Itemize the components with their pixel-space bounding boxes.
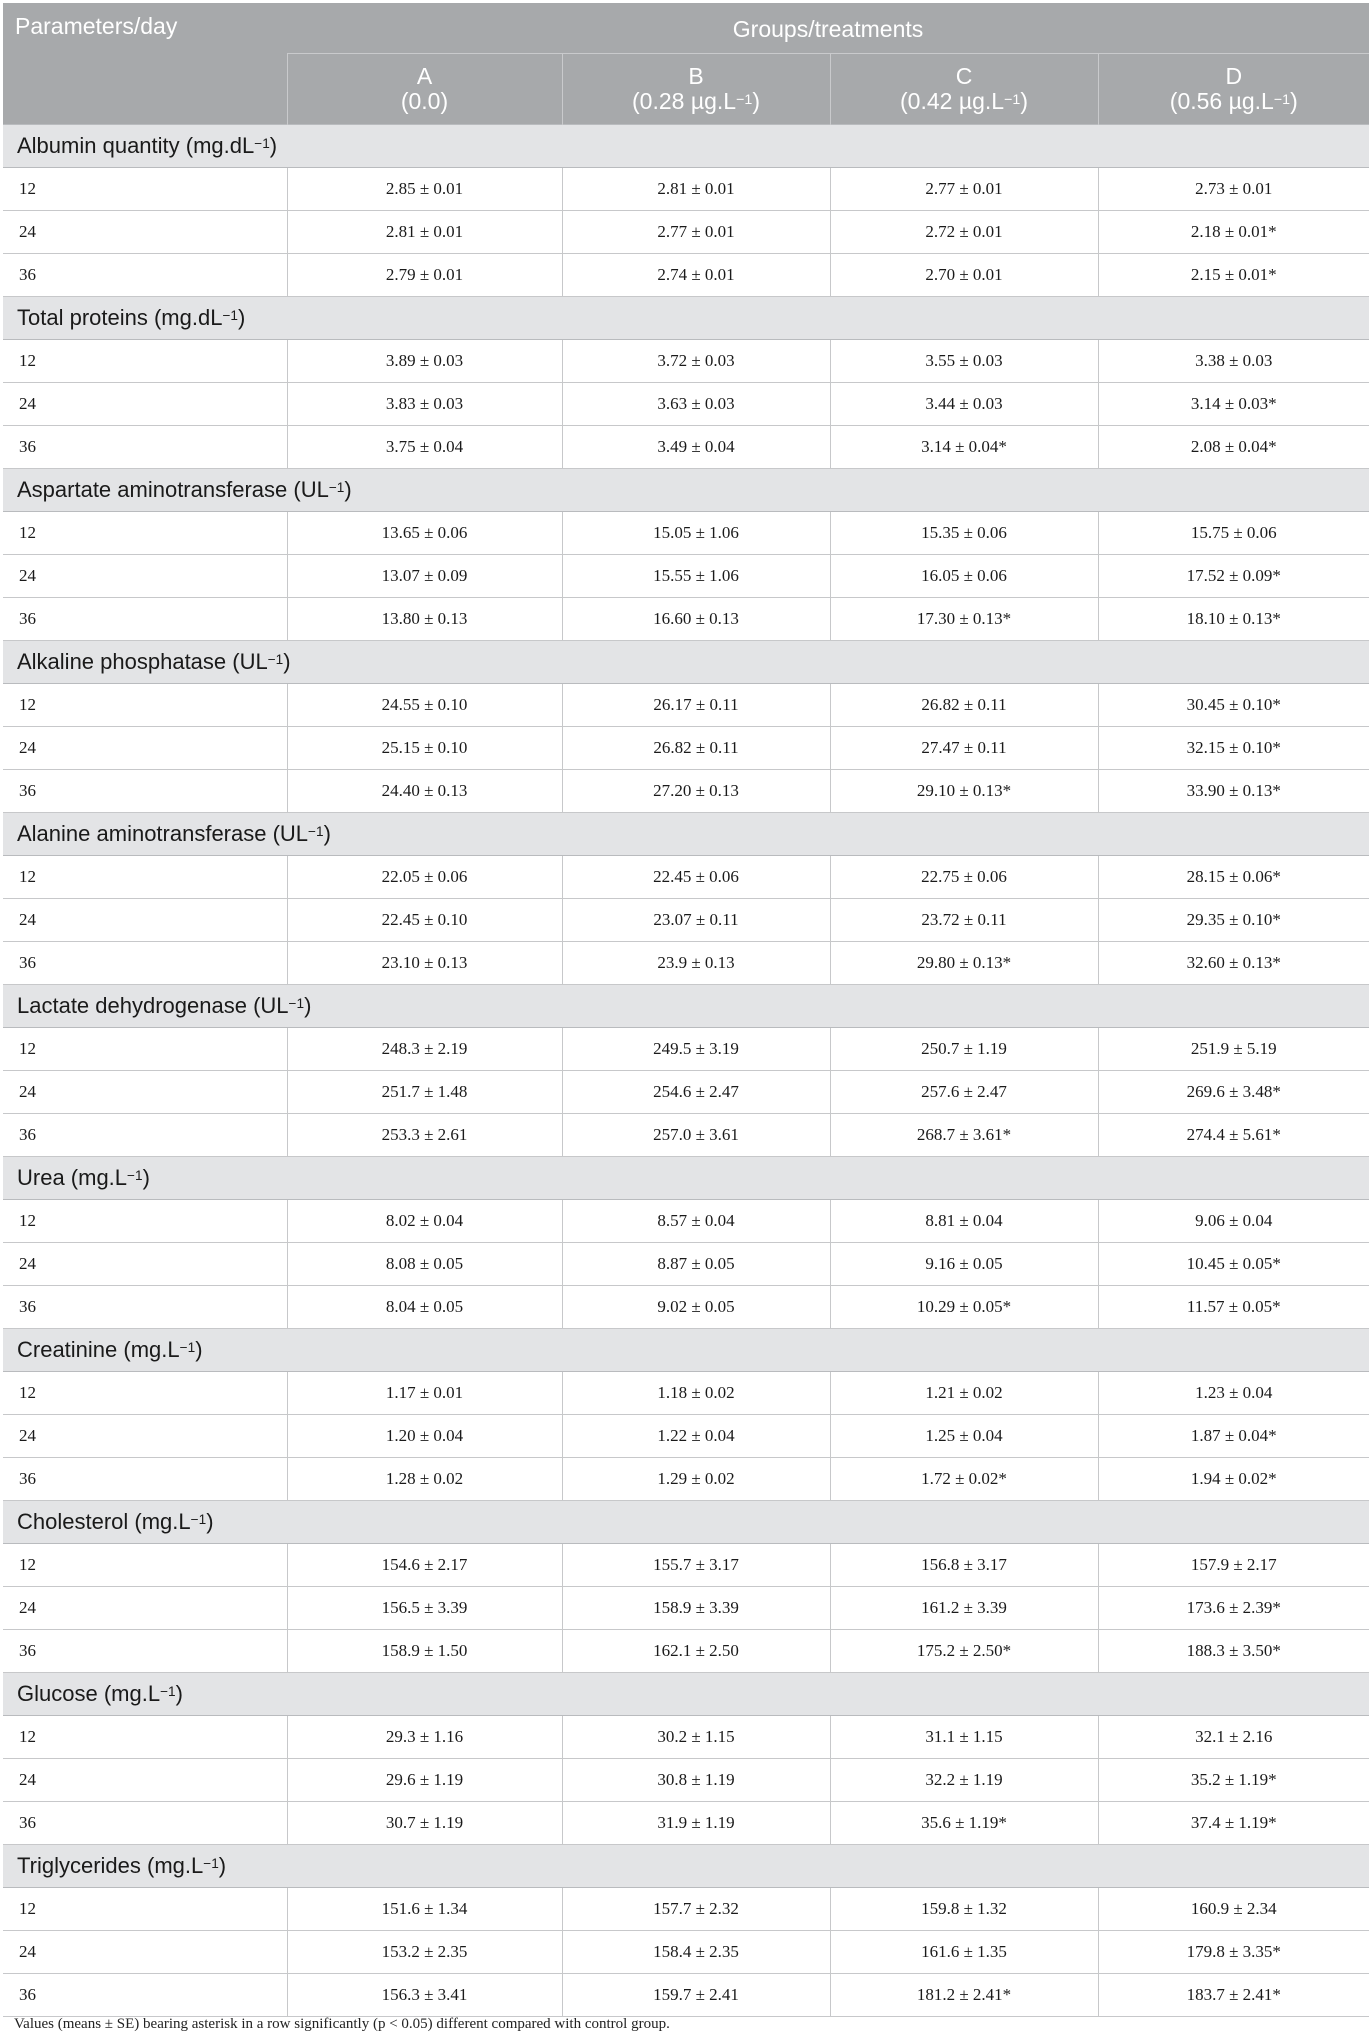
section-row [3, 813, 1369, 856]
value-cell: 24.40 ± 0.13 [287, 770, 562, 813]
group-dose-text: (0.0) [400, 88, 449, 114]
value-cell: 188.3 ± 3.50* [1098, 1630, 1369, 1673]
section-title-close: ) [323, 821, 331, 846]
value-cell: 2.70 ± 0.01 [830, 254, 1098, 297]
value-cell: 8.81 ± 0.04 [830, 1200, 1098, 1243]
table-row [3, 1802, 1369, 1845]
group-header-d [1098, 54, 1369, 125]
day-cell: 36 [3, 1802, 287, 1845]
value-cell: 157.7 ± 2.32 [562, 1888, 830, 1931]
value-cell: 22.45 ± 0.10 [287, 899, 562, 942]
value-cell: 30.8 ± 1.19 [562, 1759, 830, 1802]
day-cell: 24 [3, 727, 287, 770]
day-cell: 24 [3, 1415, 287, 1458]
value-cell: 251.7 ± 1.48 [287, 1071, 562, 1114]
table-row [3, 1587, 1369, 1630]
table-row [3, 512, 1369, 555]
value-cell: 32.2 ± 1.19 [830, 1759, 1098, 1802]
day-cell: 24 [3, 1759, 287, 1802]
value-cell: 3.44 ± 0.03 [830, 383, 1098, 426]
value-cell: 15.75 ± 0.06 [1098, 512, 1369, 555]
section-title [3, 1329, 1369, 1372]
value-cell: 30.2 ± 1.15 [562, 1716, 830, 1759]
table-footnote: Values (means ± SE) bearing asterisk in a row significantly (p < 0.05) different compared with control group. [14, 2016, 670, 2032]
value-cell: 162.1 ± 2.50 [562, 1630, 830, 1673]
value-cell: 15.55 ± 1.06 [562, 555, 830, 598]
value-cell: 158.9 ± 3.39 [562, 1587, 830, 1630]
value-cell: 32.60 ± 0.13* [1098, 942, 1369, 985]
section-title-text: Alanine aminotransferase (UL [17, 821, 309, 846]
section-title-close: ) [344, 477, 352, 502]
table-row [3, 168, 1369, 211]
day-cell: 24 [3, 383, 287, 426]
value-cell: 161.6 ± 1.35 [830, 1931, 1098, 1974]
day-cell: 12 [3, 168, 287, 211]
section-title-close: ) [175, 1681, 183, 1706]
group-header-c [830, 54, 1098, 125]
section-title [3, 469, 1369, 512]
value-cell: 159.8 ± 1.32 [830, 1888, 1098, 1931]
value-cell: 2.81 ± 0.01 [562, 168, 830, 211]
value-cell: 3.63 ± 0.03 [562, 383, 830, 426]
value-cell: 31.9 ± 1.19 [562, 1802, 830, 1845]
day-cell: 12 [3, 1200, 287, 1243]
day-cell: 12 [3, 1888, 287, 1931]
value-cell: 2.15 ± 0.01* [1098, 254, 1369, 297]
table-row [3, 1243, 1369, 1286]
section-title-close: ) [304, 993, 312, 1018]
parameters-day-header: Parameters/day [3, 3, 287, 125]
value-cell: 32.15 ± 0.10* [1098, 727, 1369, 770]
value-cell: 25.15 ± 0.10 [287, 727, 562, 770]
group-header-a [287, 54, 562, 125]
section-title-close: ) [283, 649, 291, 674]
value-cell: 156.5 ± 3.39 [287, 1587, 562, 1630]
day-cell: 36 [3, 1458, 287, 1501]
value-cell: 2.72 ± 0.01 [830, 211, 1098, 254]
day-cell: 36 [3, 598, 287, 641]
day-cell: 24 [3, 211, 287, 254]
value-cell: 9.06 ± 0.04 [1098, 1200, 1369, 1243]
group-dose-close: ) [752, 88, 760, 114]
value-cell: 3.72 ± 0.03 [562, 340, 830, 383]
section-title [3, 641, 1369, 684]
value-cell: 3.38 ± 0.03 [1098, 340, 1369, 383]
value-cell: 17.52 ± 0.09* [1098, 555, 1369, 598]
value-cell: 1.22 ± 0.04 [562, 1415, 830, 1458]
value-cell: 1.28 ± 0.02 [287, 1458, 562, 1501]
value-cell: 173.6 ± 2.39* [1098, 1587, 1369, 1630]
section-title-close: ) [195, 1337, 203, 1362]
table-row [3, 942, 1369, 985]
value-cell: 10.29 ± 0.05* [830, 1286, 1098, 1329]
section-row [3, 125, 1369, 168]
section-row [3, 469, 1369, 512]
value-cell: 157.9 ± 2.17 [1098, 1544, 1369, 1587]
section-title-text: Total proteins (mg.dL [17, 305, 223, 330]
value-cell: 23.10 ± 0.13 [287, 942, 562, 985]
value-cell: 156.3 ± 3.41 [287, 1974, 562, 2017]
table-row [3, 1114, 1369, 1157]
value-cell: 23.72 ± 0.11 [830, 899, 1098, 942]
section-title-close: ) [142, 1165, 150, 1190]
group-dose-text: (0.42 µg.L [900, 88, 1005, 114]
day-cell: 36 [3, 254, 287, 297]
section-title-close: ) [237, 305, 246, 330]
value-cell: 151.6 ± 1.34 [287, 1888, 562, 1931]
day-cell: 12 [3, 1372, 287, 1415]
table-row [3, 1200, 1369, 1243]
group-letter: C [955, 63, 973, 89]
group-dose [564, 89, 829, 114]
value-cell: 32.1 ± 2.16 [1098, 1716, 1369, 1759]
value-cell: 22.75 ± 0.06 [830, 856, 1098, 899]
group-dose-exponent: −1 [736, 92, 753, 109]
day-cell: 12 [3, 1544, 287, 1587]
group-dose-text: (0.56 µg.L [1169, 88, 1274, 114]
value-cell: 8.57 ± 0.04 [562, 1200, 830, 1243]
value-cell: 29.35 ± 0.10* [1098, 899, 1369, 942]
value-cell: 156.8 ± 3.17 [830, 1544, 1098, 1587]
value-cell: 26.82 ± 0.11 [830, 684, 1098, 727]
section-unit-exponent: −1 [190, 1512, 207, 1528]
value-cell: 1.23 ± 0.04 [1098, 1372, 1369, 1415]
section-row [3, 1329, 1369, 1372]
value-cell: 8.04 ± 0.05 [287, 1286, 562, 1329]
group-dose [289, 89, 561, 114]
value-cell: 2.81 ± 0.01 [287, 211, 562, 254]
value-cell: 268.7 ± 3.61* [830, 1114, 1098, 1157]
day-cell: 12 [3, 856, 287, 899]
group-dose-exponent: −1 [1004, 92, 1021, 109]
value-cell: 15.05 ± 1.06 [562, 512, 830, 555]
table-row [3, 555, 1369, 598]
value-cell: 3.55 ± 0.03 [830, 340, 1098, 383]
table-row [3, 1544, 1369, 1587]
day-cell: 12 [3, 1716, 287, 1759]
value-cell: 31.1 ± 1.15 [830, 1716, 1098, 1759]
value-cell: 181.2 ± 2.41* [830, 1974, 1098, 2017]
section-unit-exponent: −1 [328, 480, 345, 496]
section-title [3, 297, 1369, 340]
section-title [3, 1501, 1369, 1544]
day-cell: 36 [3, 1114, 287, 1157]
table-row [3, 1028, 1369, 1071]
day-cell: 36 [3, 1286, 287, 1329]
day-cell: 12 [3, 1028, 287, 1071]
value-cell: 159.7 ± 2.41 [562, 1974, 830, 2017]
value-cell: 27.47 ± 0.11 [830, 727, 1098, 770]
value-cell: 2.18 ± 0.01* [1098, 211, 1369, 254]
section-title-text: Urea (mg.L [17, 1165, 128, 1190]
value-cell: 257.0 ± 3.61 [562, 1114, 830, 1157]
section-title-text: Triglycerides (mg.L [17, 1853, 204, 1878]
section-title-text: Creatinine (mg.L [17, 1337, 180, 1362]
value-cell: 18.10 ± 0.13* [1098, 598, 1369, 641]
section-unit-exponent: −1 [308, 824, 324, 840]
section-unit-exponent: −1 [127, 1168, 143, 1184]
table-row [3, 770, 1369, 813]
table-row [3, 211, 1369, 254]
day-cell: 36 [3, 1630, 287, 1673]
table-row [3, 1286, 1369, 1329]
value-cell: 1.18 ± 0.02 [562, 1372, 830, 1415]
value-cell: 153.2 ± 2.35 [287, 1931, 562, 1974]
table-row [3, 383, 1369, 426]
value-cell: 269.6 ± 3.48* [1098, 1071, 1369, 1114]
value-cell: 29.80 ± 0.13* [830, 942, 1098, 985]
table-row [3, 1630, 1369, 1673]
section-row [3, 1673, 1369, 1716]
value-cell: 37.4 ± 1.19* [1098, 1802, 1369, 1845]
value-cell: 161.2 ± 3.39 [830, 1587, 1098, 1630]
section-title-text: Glucose (mg.L [17, 1681, 161, 1706]
value-cell: 3.83 ± 0.03 [287, 383, 562, 426]
value-cell: 35.2 ± 1.19* [1098, 1759, 1369, 1802]
table-row [3, 1759, 1369, 1802]
section-unit-exponent: −1 [288, 996, 305, 1012]
section-title-text: Lactate dehydrogenase (UL [17, 993, 289, 1018]
value-cell: 13.80 ± 0.13 [287, 598, 562, 641]
table-row [3, 1071, 1369, 1114]
section-title [3, 1845, 1369, 1888]
group-dose-text: (0.28 µg.L [632, 88, 737, 114]
section-row [3, 641, 1369, 684]
table-container [3, 3, 1369, 2017]
section-row [3, 1845, 1369, 1888]
value-cell: 11.57 ± 0.05* [1098, 1286, 1369, 1329]
day-cell: 24 [3, 1243, 287, 1286]
table-row [3, 1458, 1369, 1501]
value-cell: 3.14 ± 0.04* [830, 426, 1098, 469]
value-cell: 26.17 ± 0.11 [562, 684, 830, 727]
value-cell: 251.9 ± 5.19 [1098, 1028, 1369, 1071]
table-row [3, 254, 1369, 297]
group-dose [832, 89, 1097, 114]
day-cell: 12 [3, 340, 287, 383]
table-row [3, 340, 1369, 383]
table-row [3, 899, 1369, 942]
value-cell: 158.4 ± 2.35 [562, 1931, 830, 1974]
value-cell: 8.02 ± 0.04 [287, 1200, 562, 1243]
value-cell: 1.17 ± 0.01 [287, 1372, 562, 1415]
value-cell: 1.29 ± 0.02 [562, 1458, 830, 1501]
value-cell: 248.3 ± 2.19 [287, 1028, 562, 1071]
day-cell: 24 [3, 1071, 287, 1114]
value-cell: 2.77 ± 0.01 [830, 168, 1098, 211]
section-unit-exponent: −1 [179, 1340, 196, 1356]
value-cell: 154.6 ± 2.17 [287, 1544, 562, 1587]
value-cell: 3.14 ± 0.03* [1098, 383, 1369, 426]
value-cell: 253.3 ± 2.61 [287, 1114, 562, 1157]
value-cell: 15.35 ± 0.06 [830, 512, 1098, 555]
day-cell: 12 [3, 684, 287, 727]
value-cell: 8.87 ± 0.05 [562, 1243, 830, 1286]
section-title-text: Albumin quantity (mg.dL [17, 133, 255, 158]
value-cell: 2.74 ± 0.01 [562, 254, 830, 297]
value-cell: 183.7 ± 2.41* [1098, 1974, 1369, 2017]
value-cell: 29.10 ± 0.13* [830, 770, 1098, 813]
value-cell: 24.55 ± 0.10 [287, 684, 562, 727]
group-letter: B [688, 63, 704, 89]
day-cell: 24 [3, 1587, 287, 1630]
section-unit-exponent: −1 [222, 308, 238, 324]
table-row [3, 1931, 1369, 1974]
table-header [3, 3, 1369, 125]
value-cell: 29.3 ± 1.16 [287, 1716, 562, 1759]
value-cell: 2.85 ± 0.01 [287, 168, 562, 211]
groups-treatments-header: Groups/treatments [287, 3, 1369, 54]
value-cell: 175.2 ± 2.50* [830, 1630, 1098, 1673]
value-cell: 250.7 ± 1.19 [830, 1028, 1098, 1071]
section-title-text: Cholesterol (mg.L [17, 1509, 191, 1534]
group-dose [1100, 89, 1369, 114]
value-cell: 1.20 ± 0.04 [287, 1415, 562, 1458]
table-body [3, 125, 1369, 2017]
day-cell: 24 [3, 555, 287, 598]
section-title-close: ) [206, 1509, 214, 1534]
table-row [3, 856, 1369, 899]
table-row [3, 598, 1369, 641]
table-row [3, 1974, 1369, 2017]
value-cell: 2.77 ± 0.01 [562, 211, 830, 254]
value-cell: 10.45 ± 0.05* [1098, 1243, 1369, 1286]
value-cell: 8.08 ± 0.05 [287, 1243, 562, 1286]
day-cell: 36 [3, 770, 287, 813]
value-cell: 30.45 ± 0.10* [1098, 684, 1369, 727]
value-cell: 274.4 ± 5.61* [1098, 1114, 1369, 1157]
table-row [3, 1716, 1369, 1759]
section-title [3, 1673, 1369, 1716]
value-cell: 27.20 ± 0.13 [562, 770, 830, 813]
value-cell: 2.79 ± 0.01 [287, 254, 562, 297]
value-cell: 17.30 ± 0.13* [830, 598, 1098, 641]
value-cell: 16.05 ± 0.06 [830, 555, 1098, 598]
value-cell: 257.6 ± 2.47 [830, 1071, 1098, 1114]
value-cell: 254.6 ± 2.47 [562, 1071, 830, 1114]
data-table [3, 3, 1369, 2017]
value-cell: 179.8 ± 3.35* [1098, 1931, 1369, 1974]
value-cell: 155.7 ± 3.17 [562, 1544, 830, 1587]
value-cell: 29.6 ± 1.19 [287, 1759, 562, 1802]
value-cell: 158.9 ± 1.50 [287, 1630, 562, 1673]
value-cell: 1.94 ± 0.02* [1098, 1458, 1369, 1501]
section-unit-exponent: −1 [267, 652, 284, 668]
section-unit-exponent: −1 [254, 136, 270, 152]
value-cell: 2.08 ± 0.04* [1098, 426, 1369, 469]
table-row [3, 426, 1369, 469]
value-cell: 30.7 ± 1.19 [287, 1802, 562, 1845]
value-cell: 23.07 ± 0.11 [562, 899, 830, 942]
section-unit-exponent: −1 [203, 1856, 219, 1872]
section-title-close: ) [218, 1853, 227, 1878]
section-unit-exponent: −1 [160, 1684, 176, 1700]
value-cell: 1.72 ± 0.02* [830, 1458, 1098, 1501]
value-cell: 26.82 ± 0.11 [562, 727, 830, 770]
value-cell: 9.02 ± 0.05 [562, 1286, 830, 1329]
value-cell: 33.90 ± 0.13* [1098, 770, 1369, 813]
day-cell: 12 [3, 512, 287, 555]
group-dose-close: ) [1290, 88, 1298, 114]
value-cell: 22.05 ± 0.06 [287, 856, 562, 899]
section-title-text: Alkaline phosphatase (UL [17, 649, 268, 674]
day-cell: 36 [3, 942, 287, 985]
value-cell: 1.21 ± 0.02 [830, 1372, 1098, 1415]
value-cell: 249.5 ± 3.19 [562, 1028, 830, 1071]
value-cell: 9.16 ± 0.05 [830, 1243, 1098, 1286]
group-letter: A [416, 63, 433, 89]
section-row [3, 1501, 1369, 1544]
section-title [3, 125, 1369, 168]
value-cell: 22.45 ± 0.06 [562, 856, 830, 899]
value-cell: 23.9 ± 0.13 [562, 942, 830, 985]
section-title [3, 985, 1369, 1028]
value-cell: 28.15 ± 0.06* [1098, 856, 1369, 899]
value-cell: 13.07 ± 0.09 [287, 555, 562, 598]
table-row [3, 1415, 1369, 1458]
value-cell: 2.73 ± 0.01 [1098, 168, 1369, 211]
day-cell: 24 [3, 899, 287, 942]
section-title-close: ) [269, 133, 278, 158]
group-header-b [562, 54, 830, 125]
value-cell: 3.89 ± 0.03 [287, 340, 562, 383]
value-cell: 16.60 ± 0.13 [562, 598, 830, 641]
section-row [3, 985, 1369, 1028]
day-cell: 36 [3, 1974, 287, 2017]
value-cell: 160.9 ± 2.34 [1098, 1888, 1369, 1931]
value-cell: 1.87 ± 0.04* [1098, 1415, 1369, 1458]
value-cell: 1.25 ± 0.04 [830, 1415, 1098, 1458]
group-dose-close: ) [1020, 88, 1028, 114]
day-cell: 36 [3, 426, 287, 469]
section-row [3, 297, 1369, 340]
section-row [3, 1157, 1369, 1200]
section-title-text: Aspartate aminotransferase (UL [17, 477, 329, 502]
section-title [3, 813, 1369, 856]
value-cell: 3.75 ± 0.04 [287, 426, 562, 469]
section-title [3, 1157, 1369, 1200]
value-cell: 3.49 ± 0.04 [562, 426, 830, 469]
group-letter: D [1225, 63, 1243, 89]
group-dose-exponent: −1 [1273, 92, 1291, 109]
table-row [3, 727, 1369, 770]
table-row [3, 1888, 1369, 1931]
table-row [3, 1372, 1369, 1415]
value-cell: 13.65 ± 0.06 [287, 512, 562, 555]
day-cell: 24 [3, 1931, 287, 1974]
value-cell: 35.6 ± 1.19* [830, 1802, 1098, 1845]
table-row [3, 684, 1369, 727]
